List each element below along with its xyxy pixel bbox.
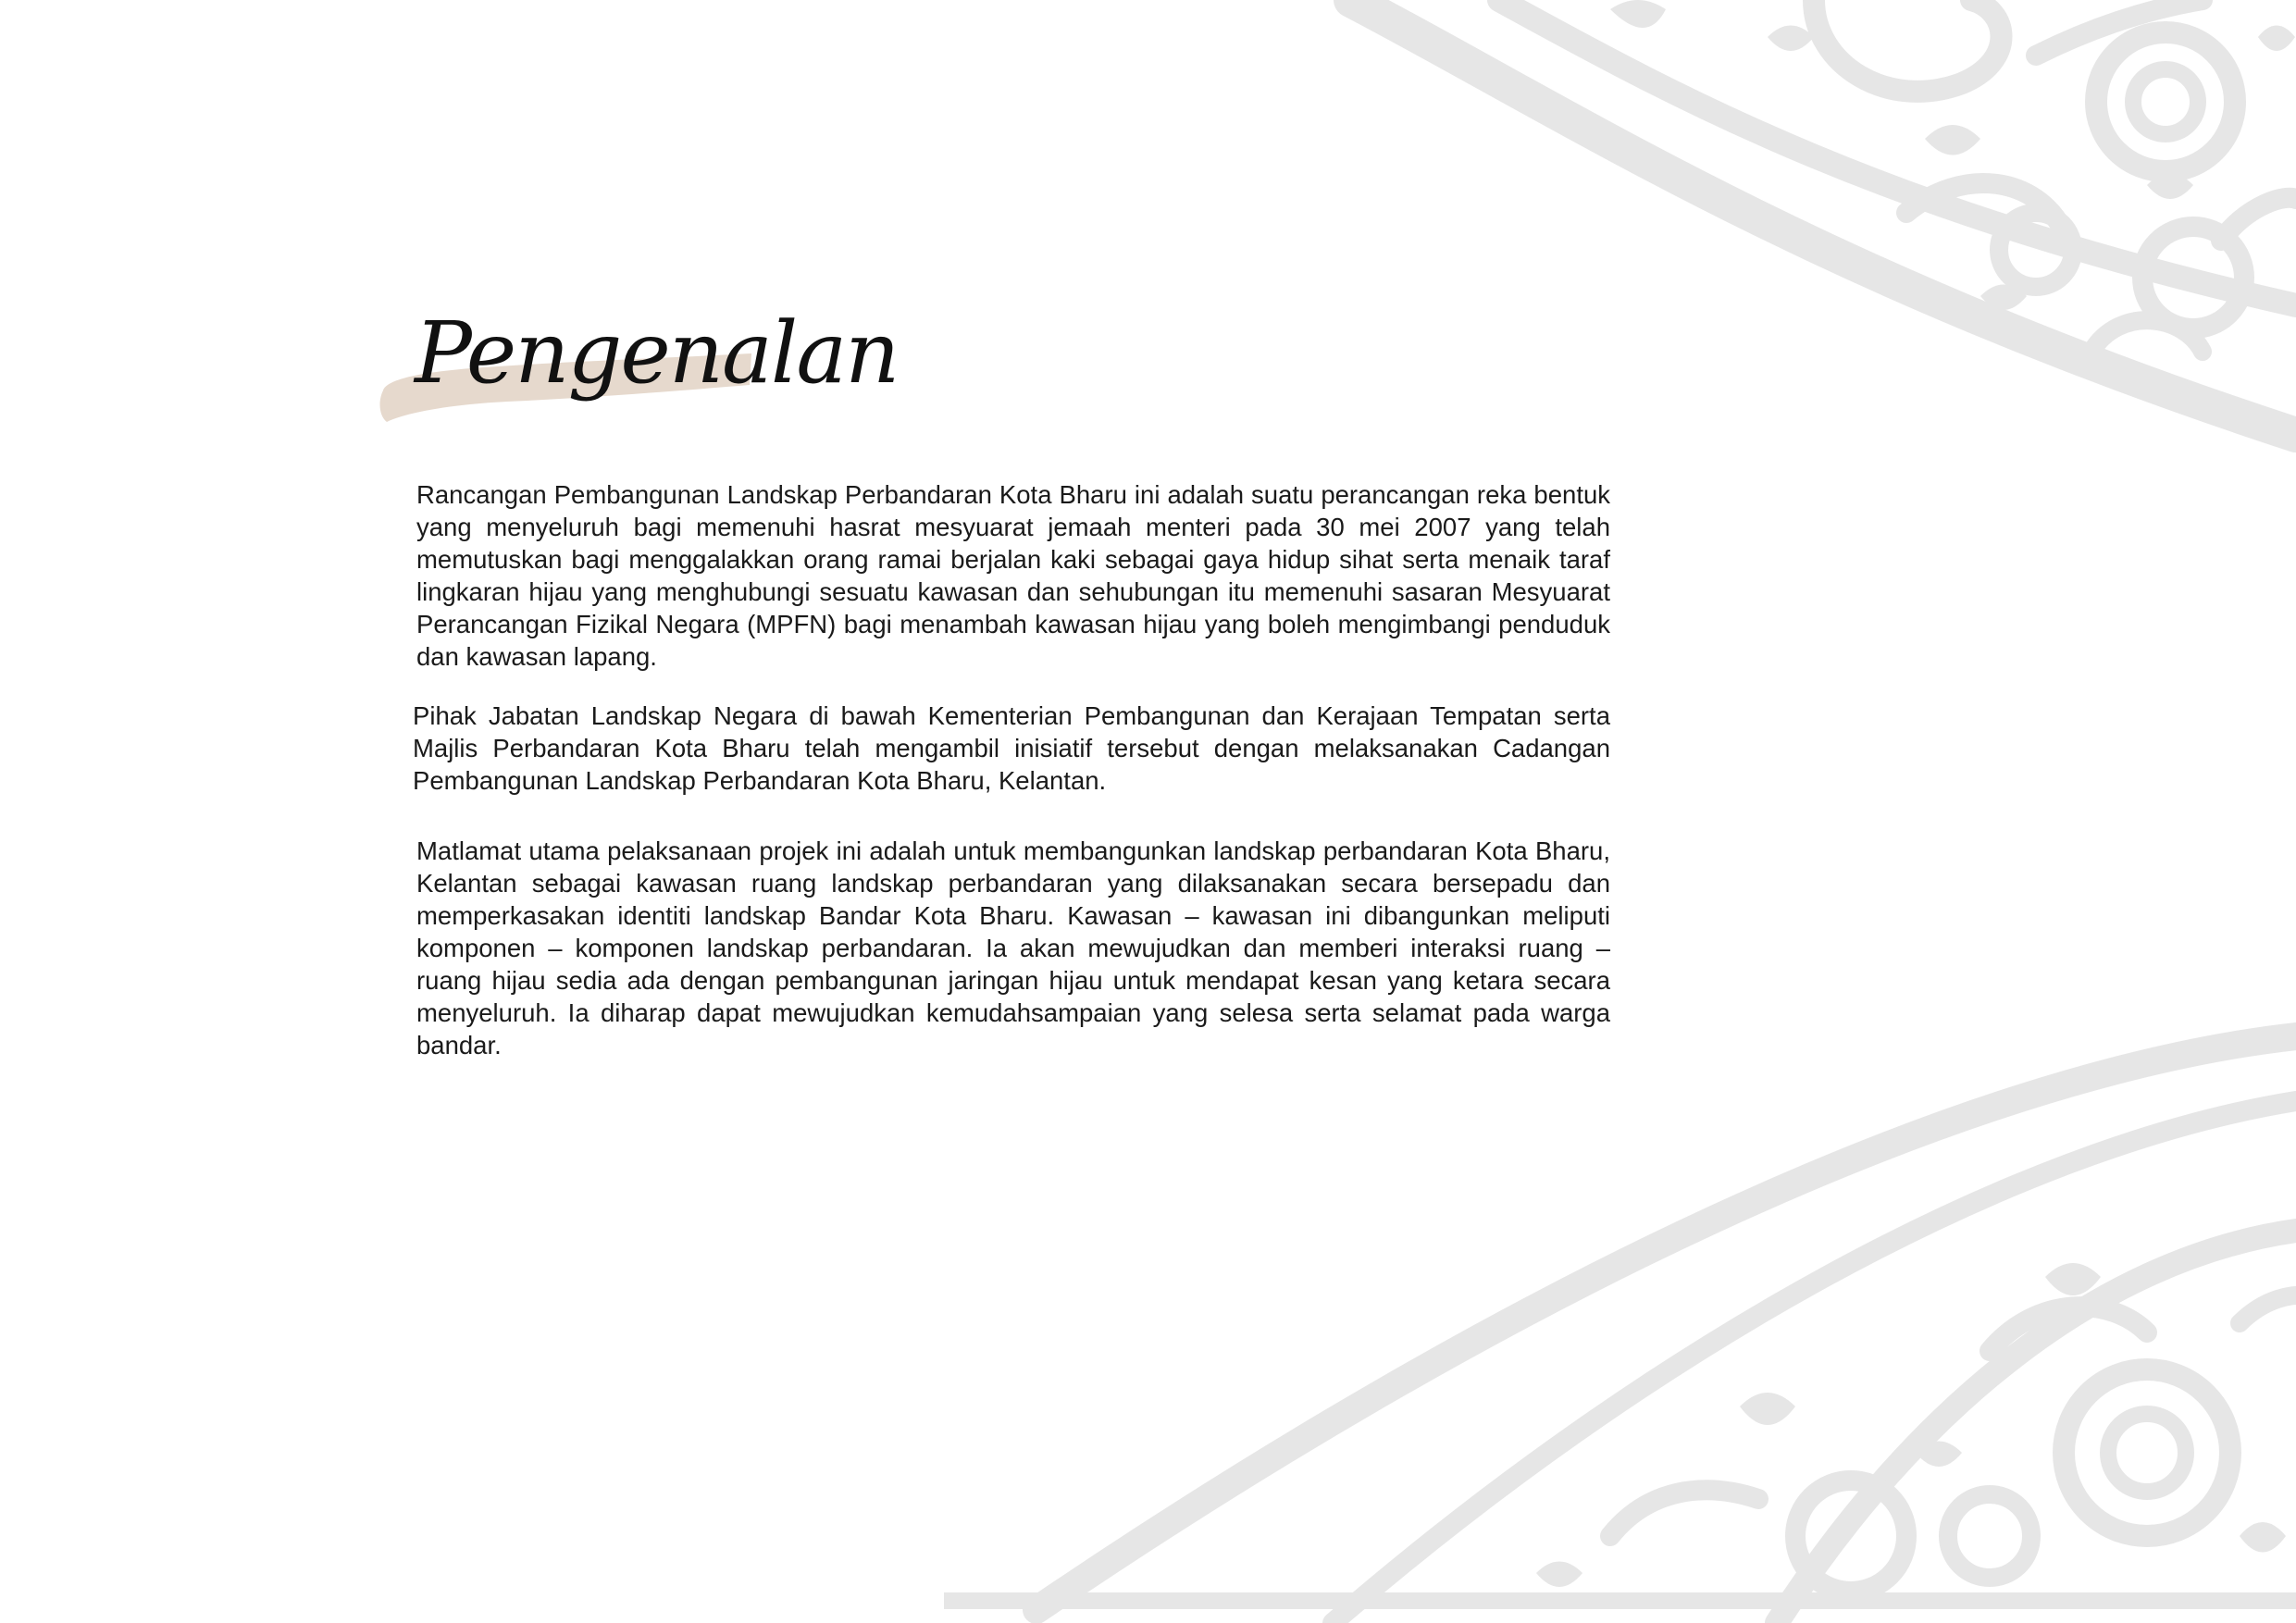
page-title: Pengenalan: [415, 304, 899, 403]
intro-paragraph-3: Matlamat utama pelaksanaan projek ini adalah untuk membangunkan landskap perbandaran Kota Bharu, Kelantan sebagai kawasan ruang landskap perbandaran yang dilaksanakan secara bersepadu dan memperkasakan identiti landskap Bandar Kota Bharu. Kawasan – kawasan ini dibangunkan meliputi komponen – komponen landskap perbandaran. Ia akan mewujudkan dan memberi interaksi ruang – ruang hijau sedia ada dengan pembangunan jaringan hijau untuk mendapat kesan yang ketara secara menyeluruh. Ia diharap dapat mewujudkan kemudahsampaian yang selesa serta selamat pada warga bandar.: [416, 836, 1610, 1059]
floral-ornament-bottom-icon: [944, 1018, 2296, 1623]
page-heading: [378, 304, 899, 435]
intro-paragraph-2: Pihak Jabatan Landskap Negara di bawah Kementerian Pembangunan dan Kerajaan Tempatan serta Majlis Perbandaran Kota Bharu telah mengambil inisiatif tersebut dengan melaksanakan Cadangan Pembangunan Landskap Perbandaran Kota Bharu, Kelantan.: [413, 701, 1610, 795]
floral-ornament-top-icon: [1333, 0, 2296, 463]
intro-paragraph-1: Rancangan Pembangunan Landskap Perbandaran Kota Bharu ini adalah suatu perancangan reka bentuk yang menyeluruh bagi memenuhi hasrat mesyuarat jemaah menteri pada 30 mei 2007 yang telah memutuskan bagi menggalakkan orang ramai berjalan kaki sebagai gaya hidup sihat serta menaik taraf lingkaran hijau yang menghubungi sesuatu kawasan dan sehubungan itu memenuhi sasaran Mesyuarat Perancangan Fizikal Negara (MPFN) bagi menambah kawasan hijau yang boleh mengimbangi penduduk dan kawasan lapang.: [416, 480, 1610, 671]
